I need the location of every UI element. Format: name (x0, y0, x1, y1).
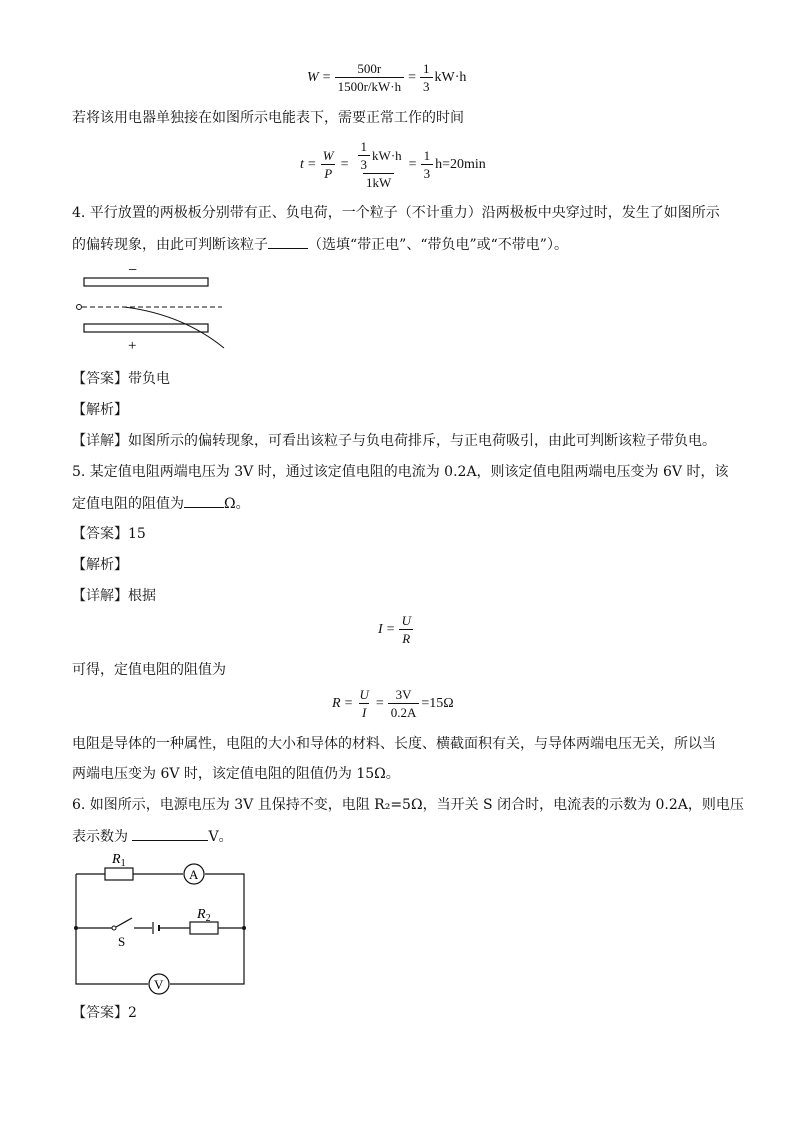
q4-answer: 【答案】带负电 (72, 371, 170, 387)
q5-line2: 定值电阻的阻值为 Ω。 (72, 493, 250, 514)
svg-text:V: V (154, 977, 164, 992)
equation-energy: W = $\frac{500r}{1500r/kW\cdot h}$ = $\frac{1}{3}$ kW·h (307, 61, 467, 94)
positive-plate (84, 324, 208, 332)
svg-text:A: A (189, 867, 199, 882)
eq1-result-fraction: $\frac{1}{3}$ (420, 60, 433, 95)
eq1-fraction: $\frac{500r}{1500r/kW\cdot h}$ (335, 60, 405, 95)
q4-analysis: 【解析】 (72, 402, 128, 418)
eq1-unit: kW·h (434, 69, 467, 85)
q5-answer-blank[interactable] (184, 493, 224, 508)
q5-line1: 5. 某定值电阻两端电压为 3V 时，通过该定值电阻的电流为 0.2A，则该定值电阻两端电压变为 6V 时，该 (72, 464, 729, 480)
q4-deflection-figure (72, 262, 232, 354)
q5-para1: 电阻是导体的一种属性，电阻的大小和导体的材料、长度、横截面积有关，与导体两端电压无关，所以当 (72, 736, 716, 752)
resistor-r2 (190, 922, 218, 934)
q6-circuit-figure (70, 848, 252, 998)
switch-s (116, 918, 132, 927)
equation-ohm: I = $\frac{U}{R}$ (376, 612, 416, 647)
q6-line2: 表示数为 V。 (72, 826, 233, 847)
q6-answer-blank[interactable] (132, 826, 208, 841)
resistor-r1 (105, 868, 133, 880)
q5-detail: 【详解】根据 (72, 588, 156, 604)
positive-sign: + (128, 338, 137, 354)
r2-label: $R_2$ (197, 907, 211, 924)
eq1-lhs: W (307, 69, 319, 85)
q5-then: 可得，定值电阻的阻值为 (72, 662, 226, 678)
switch-pivot (112, 926, 116, 930)
equation-resistance: R = $\frac{U}{I}$ = $\frac{3V}{0.2A}$ =15Ω (332, 687, 454, 720)
r1-label: $R_1$ (112, 852, 126, 869)
q5-para2: 两端电压变为 6V 时，该定值电阻的阻值仍为 15Ω。 (72, 766, 400, 782)
negative-plate (84, 278, 208, 286)
equation-time: t = $\frac{W}{P}$ = $\frac{1}{3}$ kW·h 1kW = $\frac{1}{3}$ h=20min (300, 139, 486, 190)
negative-sign: − (128, 262, 138, 279)
q5-analysis: 【解析】 (72, 557, 128, 573)
q6-answer: 【答案】2 (72, 1005, 137, 1021)
q4-line2: 的偏转现象，由此可判断该粒子 （选填“带正电”、“带负电”或“不带电”）。 (72, 234, 568, 255)
switch-label: S (118, 934, 126, 949)
eq2-complex-fraction: $\frac{1}{3}$ kW·h 1kW (353, 138, 405, 191)
particle-trajectory (124, 307, 224, 348)
q5-answer: 【答案】15 (72, 526, 146, 542)
q6-line1: 6. 如图所示，电源电压为 3V 且保持不变，电阻 R₂=5Ω，当开关 S 闭合时，电流表的示数为 0.2A，则电压 (72, 797, 744, 813)
q4-answer-blank[interactable] (268, 234, 308, 249)
particle (77, 305, 82, 310)
q4-line1: 4. 平行放置的两极板分别带有正、负电荷，一个粒子（不计重力）沿两极板中央穿过时，发生了如图所示 (72, 205, 720, 221)
intro-text: 若将该用电器单独接在如图所示电能表下，需要正常工作的时间 (72, 110, 464, 126)
q4-detail: 【详解】如图所示的偏转现象，可看出该粒子与负电荷排斥，与正电荷吸引，由此可判断该粒子带负电。 (72, 433, 716, 449)
